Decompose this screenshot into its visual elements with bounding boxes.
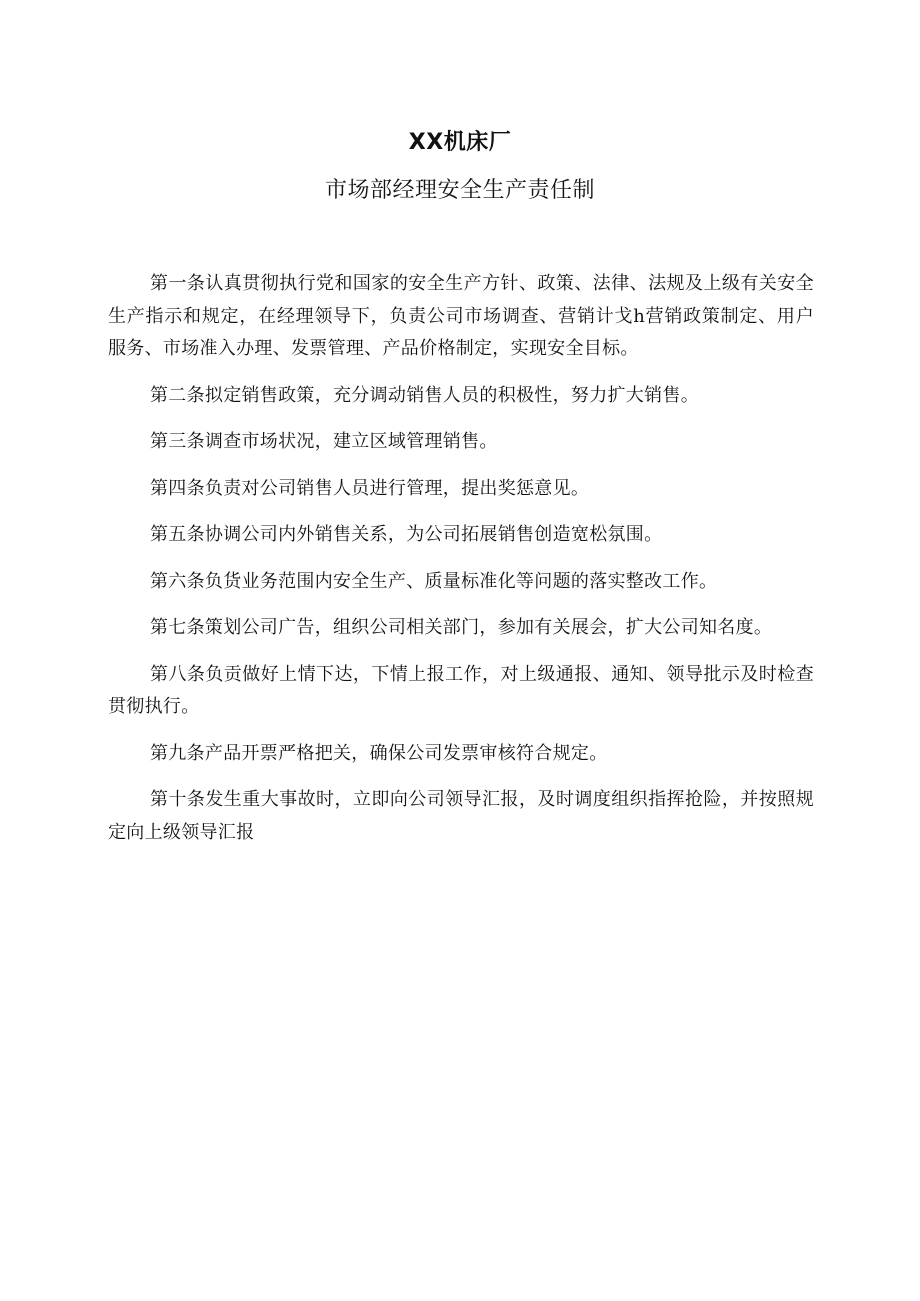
article-1: 第一条认真贯彻执行党和国家的安全生产方针、政策、法律、法规及上级有关安全生产指示和规定，在经理领导下，负责公司市场调查、营销计戈h营销政策制定、用户服务、市场准入办理、发票管理、产品价格制定，实现安全目标。 — [108, 273, 814, 359]
article-9: 第九条产品开票严格把关，确保公司发票审核符合规定。 — [150, 742, 608, 764]
article-5: 第五条协调公司内外销售关系，为公司拓展销售创造宽松氛围。 — [150, 524, 663, 545]
company-title: XX机床厂 — [408, 130, 512, 155]
article-4: 第四条负责对公司销售人员进行管理，提出奖惩意见。 — [150, 477, 590, 499]
document-body — [108, 268, 814, 863]
article-10: 第十条发生重大事故时，立即向公司领导汇报，及时调度组织指挥抢险，并按照规定向上级领导汇报 — [108, 789, 814, 843]
article-7: 第七条策划公司广告，组织公司相关部门，参加有关展会，扩大公司知名度。 — [150, 617, 773, 638]
article-8: 第八条负贡做好上情下达，下情上报工作，对上级通报、通知、领导批示及时检查贯彻执行。 — [108, 663, 814, 717]
document-title: 市场部经理安全生产责任制 — [324, 178, 595, 203]
article-2: 第二条拟定销售政策，充分调动销售人员的积极性，努力扩大销售。 — [150, 384, 699, 406]
article-6: 第六条负货业务范围内安全生产、质量标准化等问题的落实整改工作。 — [150, 570, 718, 592]
article-3: 第三条调查市场状况，建立区域管理销售。 — [150, 431, 498, 452]
title-block — [0, 128, 920, 206]
